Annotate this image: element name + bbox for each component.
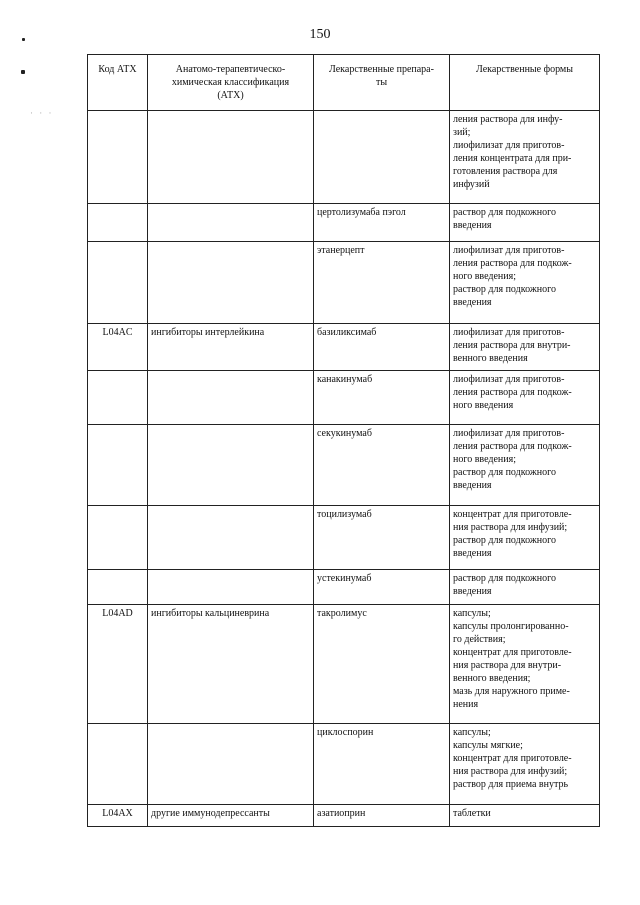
table-row — [88, 425, 600, 506]
cell-code — [88, 425, 148, 506]
cell-code: L04AX — [88, 805, 148, 827]
cell-forms: таблетки — [450, 805, 600, 827]
cell-drug: секукинумаб — [314, 425, 450, 506]
header-atx-classification: Анатомо-терапевтическо- химическая классификация (АТХ) — [148, 55, 314, 111]
cell-classification: другие иммунодепрессанты — [148, 805, 314, 827]
cell-forms: ления раствора для инфу- зий; лиофилизат для приготов- ления концентрата для при- готовления раствора для инфузий — [450, 111, 600, 204]
cell-drug: базиликсимаб — [314, 324, 450, 371]
table-row — [88, 204, 600, 242]
table-row — [88, 242, 600, 324]
cell-forms: лиофилизат для приготов- ления раствора для подкож- ного введения — [450, 371, 600, 425]
cell-forms: лиофилизат для приготов- ления раствора для внутри- венного введения — [450, 324, 600, 371]
table-row — [88, 605, 600, 724]
cell-drug: циклоспорин — [314, 724, 450, 805]
cell-classification — [148, 204, 314, 242]
cell-classification: ингибиторы кальциневрина — [148, 605, 314, 724]
cell-forms: капсулы; капсулы пролонгированно- го действия; концентрат для приготовле- ния раствора для внутри- венного введения; мазь для наружного приме- нения — [450, 605, 600, 724]
cell-classification — [148, 371, 314, 425]
scan-speck — [22, 38, 25, 41]
scan-speck — [21, 70, 25, 74]
cell-code — [88, 371, 148, 425]
cell-forms: раствор для подкожного введения — [450, 204, 600, 242]
cell-code — [88, 506, 148, 570]
table-header-row — [88, 55, 600, 111]
cell-code — [88, 242, 148, 324]
cell-drug: устекинумаб — [314, 570, 450, 605]
cell-code — [88, 204, 148, 242]
table-row — [88, 371, 600, 425]
cell-classification — [148, 425, 314, 506]
table-row — [88, 724, 600, 805]
cell-forms: концентрат для приготовле- ния раствора для инфузий; раствор для подкожного введения — [450, 506, 600, 570]
table-row — [88, 805, 600, 827]
cell-code: L04AD — [88, 605, 148, 724]
cell-classification — [148, 506, 314, 570]
cell-forms: лиофилизат для приготов- ления раствора для подкож- ного введения; раствор для подкожного введения — [450, 425, 600, 506]
cell-code: L04AC — [88, 324, 148, 371]
cell-code — [88, 724, 148, 805]
cell-code — [88, 111, 148, 204]
cell-drug: канакинумаб — [314, 371, 450, 425]
scan-noise: · · · — [30, 108, 54, 118]
cell-drug — [314, 111, 450, 204]
cell-classification — [148, 570, 314, 605]
table-row — [88, 324, 600, 371]
cell-forms: лиофилизат для приготов- ления раствора для подкож- ного введения; раствор для подкожного введения — [450, 242, 600, 324]
cell-code — [88, 570, 148, 605]
page-number: 150 — [309, 27, 331, 42]
header-drugs: Лекарственные препара- ты — [314, 55, 450, 111]
header-dosage-forms: Лекарственные формы — [450, 55, 600, 111]
cell-classification — [148, 242, 314, 324]
header-atx-code: Код АТХ — [88, 55, 148, 111]
cell-drug: такролимус — [314, 605, 450, 724]
cell-drug: азатиоприн — [314, 805, 450, 827]
table-row — [88, 570, 600, 605]
table-row — [88, 111, 600, 204]
cell-drug: цертолизумаба пэгол — [314, 204, 450, 242]
table-row — [88, 506, 600, 570]
cell-classification: ингибиторы интерлейкина — [148, 324, 314, 371]
cell-drug: этанерцепт — [314, 242, 450, 324]
cell-drug: тоцилизумаб — [314, 506, 450, 570]
cell-forms: раствор для подкожного введения — [450, 570, 600, 605]
cell-classification — [148, 724, 314, 805]
cell-forms: капсулы; капсулы мягкие; концентрат для приготовле- ния раствора для инфузий; раствор для приема внутрь — [450, 724, 600, 805]
atx-table — [87, 54, 600, 827]
cell-classification — [148, 111, 314, 204]
